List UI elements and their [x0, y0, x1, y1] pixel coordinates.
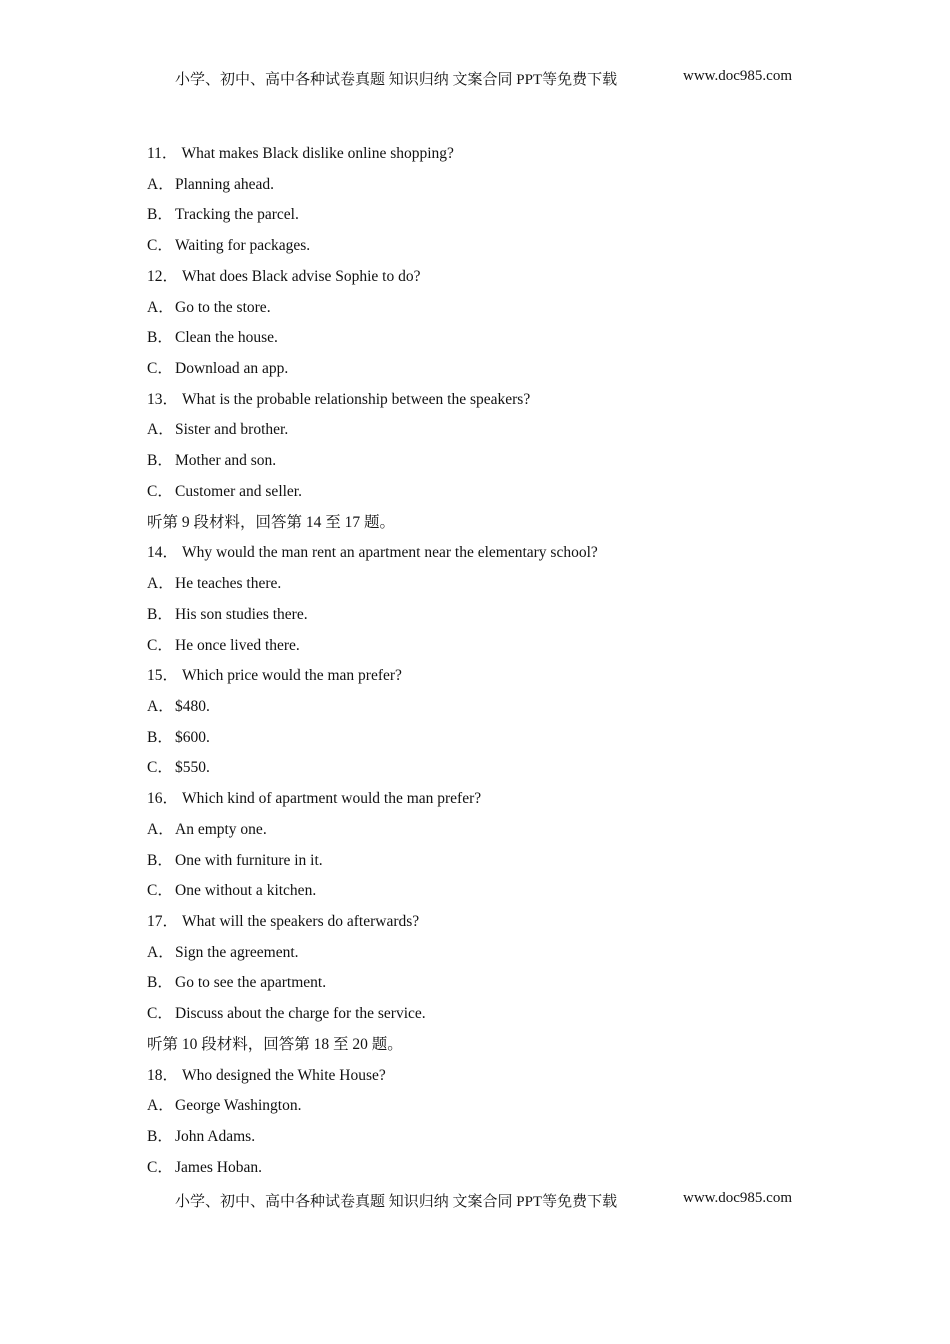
answer-option [147, 1124, 827, 1155]
option-text: $480. [175, 697, 210, 715]
question-number: 15． [147, 667, 179, 685]
option-letter: B． [147, 605, 173, 623]
option-text: He once lived there. [175, 636, 300, 654]
option-text: Waiting for packages. [175, 237, 311, 255]
option-letter: B． [147, 1128, 173, 1145]
option-letter: A． [147, 421, 174, 439]
question-text: What will the speakers do afterwards? [182, 912, 420, 930]
option-text: John Adams. [175, 1128, 256, 1145]
option-text: Sister and brother. [175, 421, 289, 439]
question-line [147, 663, 827, 694]
option-letter: B． [147, 974, 173, 992]
exam-content [147, 141, 827, 1185]
answer-option [147, 356, 827, 387]
option-letter: B． [147, 452, 173, 470]
option-letter: C． [147, 1005, 173, 1023]
answer-option [147, 172, 827, 203]
question-line [147, 1063, 827, 1094]
question-text: Which price would the man prefer? [182, 667, 402, 685]
question-line [147, 540, 827, 571]
answer-option [147, 325, 827, 356]
option-text: Clean the house. [175, 329, 278, 347]
option-text: Mother and son. [175, 452, 277, 470]
question-number: 12． [147, 267, 179, 285]
question-text: What does Black advise Sophie to do? [182, 267, 421, 285]
answer-option [147, 970, 827, 1001]
answer-option [147, 417, 827, 448]
header-url[interactable]: www.doc985.com [683, 68, 793, 84]
answer-option [147, 878, 827, 909]
answer-option [147, 571, 827, 602]
footer-text: 小学、初中、高中各种试卷真题 知识归纳 文案合同 PPT等免费下载 [175, 1194, 618, 1210]
question-line [147, 141, 827, 172]
answer-option [147, 1093, 827, 1124]
question-number: 16． [147, 790, 179, 808]
option-letter: A． [147, 1097, 174, 1115]
answer-option [147, 295, 827, 326]
option-letter: A． [147, 575, 174, 593]
option-text: James Hoban. [175, 1158, 262, 1176]
answer-option [147, 479, 827, 510]
answer-option [147, 1001, 827, 1032]
option-text: Planning ahead. [175, 175, 275, 193]
option-letter: C． [147, 636, 173, 654]
option-letter: B． [147, 206, 173, 224]
option-text: He teaches there. [175, 575, 282, 593]
question-text: What is the probable relationship between the speakers? [182, 390, 531, 408]
option-text: George Washington. [175, 1097, 302, 1115]
option-text: Sign the agreement. [175, 943, 299, 961]
option-letter: C． [147, 482, 173, 500]
option-letter: A． [147, 175, 174, 193]
option-text: Tracking the parcel. [175, 206, 299, 224]
answer-option [147, 848, 827, 879]
answer-option [147, 755, 827, 786]
option-letter: B． [147, 329, 173, 347]
option-text: One without a kitchen. [175, 882, 317, 900]
option-letter: A． [147, 697, 174, 715]
option-letter: C． [147, 759, 173, 777]
option-text: Discuss about the charge for the service. [175, 1005, 426, 1023]
answer-option [147, 633, 827, 664]
section-instruction: 听第 9 段材料，回答第 14 至 17 题。 [147, 513, 396, 531]
option-text: An empty one. [175, 820, 267, 838]
answer-option [147, 448, 827, 479]
question-number: 11． [147, 145, 178, 162]
question-text: What makes Black dislike online shopping? [181, 145, 454, 162]
option-text: One with furniture in it. [175, 851, 323, 869]
option-text: Customer and seller. [175, 482, 302, 500]
question-line [147, 909, 827, 940]
option-text: $550. [175, 759, 210, 777]
answer-option [147, 602, 827, 633]
question-number: 14． [147, 544, 179, 562]
option-letter: C． [147, 237, 173, 255]
answer-option [147, 202, 827, 233]
option-text: Go to the store. [175, 298, 271, 316]
option-letter: A． [147, 298, 174, 316]
option-letter: A． [147, 820, 174, 838]
question-number: 17． [147, 912, 179, 930]
question-number: 13． [147, 390, 179, 408]
option-text: Go to see the apartment. [175, 974, 327, 992]
answer-option [147, 694, 827, 725]
answer-option [147, 817, 827, 848]
question-text: Which kind of apartment would the man prefer? [182, 790, 482, 808]
option-letter: A． [147, 943, 174, 961]
option-letter: C． [147, 882, 173, 900]
footer-url[interactable]: www.doc985.com [683, 1190, 793, 1206]
option-text: $600. [175, 728, 210, 746]
question-line [147, 387, 827, 418]
question-line [147, 786, 827, 817]
option-letter: C． [147, 1158, 173, 1176]
answer-option [147, 1155, 827, 1186]
option-text: Download an app. [175, 360, 289, 378]
question-text: Why would the man rent an apartment near the elementary school? [182, 544, 598, 562]
answer-option [147, 233, 827, 264]
section-instruction: 听第 10 段材料，回答第 18 至 20 题。 [147, 1035, 403, 1053]
question-line [147, 264, 827, 295]
question-text: Who designed the White House? [182, 1066, 386, 1084]
answer-option [147, 725, 827, 756]
header-text: 小学、初中、高中各种试卷真题 知识归纳 文案合同 PPT等免费下载 [175, 72, 618, 88]
page-header [175, 68, 815, 89]
option-letter: B． [147, 728, 173, 746]
option-letter: B． [147, 851, 173, 869]
option-text: His son studies there. [175, 605, 308, 623]
page-footer [175, 1190, 815, 1211]
question-number: 18． [147, 1066, 179, 1084]
option-letter: C． [147, 360, 173, 378]
answer-option [147, 940, 827, 971]
